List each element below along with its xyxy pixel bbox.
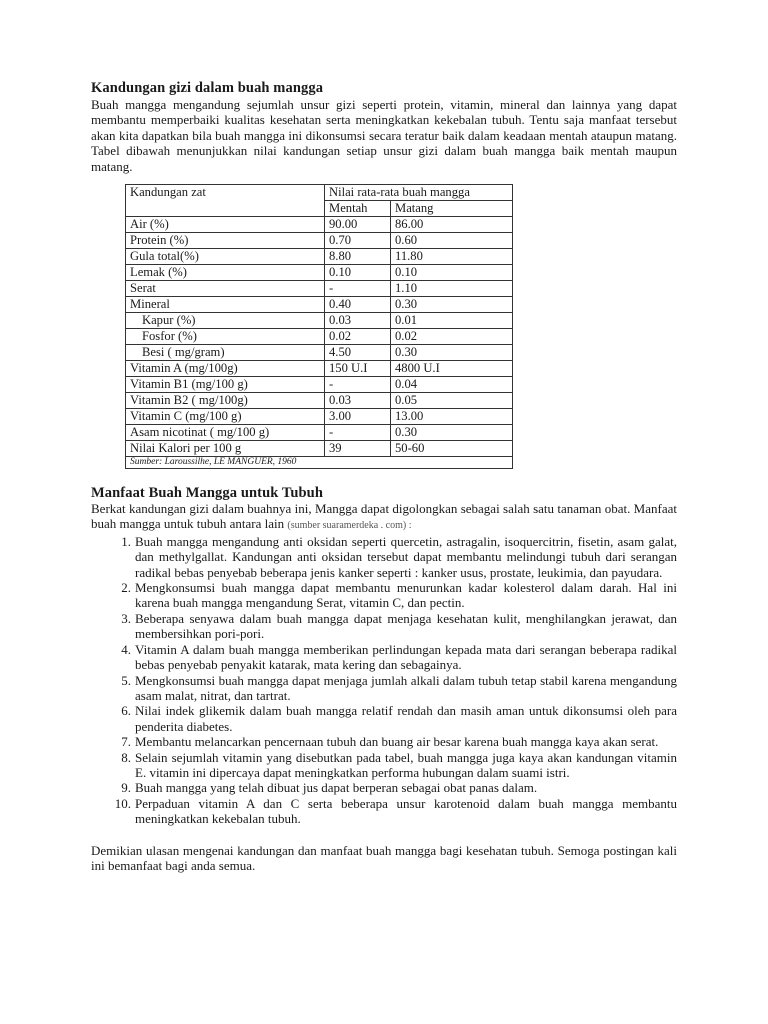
table-row [126, 249, 513, 265]
list-item: 5. Mengkonsumsi buah mangga dapat menjaga jumlah alkali dalam tubuh tetap stabil karena mengandung asam malat, nitrat, dan tartrat. [121, 672, 677, 703]
list-item-text: Selain sejumlah vitamin yang disebutkan pada tabel, buah mangga juga kaya akan kandungan vitamin E. vitamin ini dipercaya dapat meningkatkan performa hubungan dalam suami istri. [135, 749, 677, 780]
table-row [126, 281, 513, 297]
matang-cell: 0.30 [391, 425, 513, 441]
mentah-cell: - [325, 425, 391, 441]
matang-cell: 0.04 [391, 377, 513, 393]
list-item-text: Buah mangga mengandung anti oksidan seperti quercetin, astragalin, isoquercitrin, fisetin, asam galat, dan methylgallat. Kandungan anti oksidan tersebut dapat membantu melindungi tubuh dari serangan radikal bebas penyebab beberapa jenis kanker seperti : kanker usus, prostate, leukimia, dan payudara. [135, 533, 677, 580]
list-item-text: Vitamin A dalam buah mangga memberikan perlindungan kepada mata dari serangan beberapa radikal bebas penyebab penyakit katarak, mata kering dan sebagainya. [135, 641, 677, 673]
nutrition-table [125, 184, 513, 469]
zat-cell: Serat [126, 281, 325, 297]
document-page [91, 80, 677, 873]
matang-cell: 11.80 [391, 249, 513, 265]
list-item-text: Beberapa senyawa dalam buah mangga dapat menjaga kesehatan kulit, menghilangkan jerawat, dan membersihkan pori-pori. [135, 610, 677, 642]
list-item: 8. Selain sejumlah vitamin yang disebutkan pada tabel, buah mangga juga kaya akan kandungan vitamin E. vitamin ini dipercaya dapat meningkatkan performa hubungan dalam suami istri. [121, 749, 677, 780]
table-source: Sumber: Laroussilhe, LE MANGUER, 1960 [126, 457, 513, 469]
mentah-cell: 8.80 [325, 249, 391, 265]
matang-cell: 13.00 [391, 409, 513, 425]
mentah-cell: - [325, 377, 391, 393]
mentah-cell: 0.03 [325, 313, 391, 329]
table-row [126, 393, 513, 409]
list-item: 10. Perpaduan vitamin A dan C serta beberapa unsur karotenoid dalam buah mangga membantu meningkatkan kekebalan tubuh. [114, 795, 677, 827]
table-row [126, 377, 513, 393]
table-header-row [126, 185, 513, 201]
section2-intro [91, 501, 677, 534]
list-item: 1. Buah mangga mengandung anti oksidan seperti quercetin, astragalin, isoquercitrin, fisetin, asam galat, dan methylgallat. Kandungan anti oksidan tersebut dapat membantu melindungi tubuh dari serangan radikal bebas penyebab beberapa jenis kanker seperti : kanker usus, prostate, leukimia, dan payudara. [121, 533, 677, 580]
section1-heading: Kandungan gizi dalam buah mangga [91, 80, 324, 96]
table-row [126, 361, 513, 377]
section1-paragraph: Buah mangga mengandung sejumlah unsur gizi seperti protein, vitamin, mineral dan lainnya yang dapat membantu memperbaiki kualitas kesehatan serta meningkatkan kekebalan tubuh. Tentu saja manfaat tersebut akan kita dapatkan bila buah mangga ini dikonsumsi secara teratur baik dalam keadaan mentah ataupun matang. Tabel dibawah menunjukkan nilai kandungan setiap unsur gizi dalam buah mangga baik mentah maupun matang. [91, 97, 677, 174]
matang-cell: 0.30 [391, 297, 513, 313]
closing-paragraph: Demikian ulasan mengenai kandungan dan manfaat buah mangga bagi kesehatan tubuh. Semoga postingan kali ini bemanfaat bagi anda semua. [91, 842, 677, 873]
zat-cell: Protein (%) [126, 233, 325, 249]
table-row [126, 425, 513, 441]
header-nilai: Nilai rata-rata buah mangga [325, 185, 513, 201]
zat-cell: Vitamin B2 ( mg/100g) [126, 393, 325, 409]
list-item: 2. Mengkonsumsi buah mangga dapat membantu menurunkan kadar kolesterol dalam darah. Hal ini karena buah mangga mengandung Serat, vitamin C, dan pectin. [121, 580, 677, 611]
table-row [126, 265, 513, 281]
list-item-text: Nilai indek glikemik dalam buah mangga relatif rendah dan masih aman untuk dikonsumsi oleh para penderita diabetes. [135, 703, 677, 734]
table-source-row [126, 457, 513, 469]
header-mentah: Mentah [325, 201, 391, 217]
table-row [126, 313, 513, 329]
table-row [126, 345, 513, 361]
zat-cell: Lemak (%) [126, 265, 325, 281]
list-item: 3. Beberapa senyawa dalam buah mangga dapat menjaga kesehatan kulit, menghilangkan jerawat, dan membersihkan pori-pori. [121, 610, 677, 642]
matang-cell: 86.00 [391, 217, 513, 233]
zat-cell: Asam nicotinat ( mg/100 g) [126, 425, 325, 441]
table-row [126, 217, 513, 233]
zat-cell: Air (%) [126, 217, 325, 233]
table-row [126, 297, 513, 313]
zat-cell: Mineral [126, 297, 325, 313]
section2-intro-text: Berkat kandungan gizi dalam buahnya ini, Mangga dapat digolongkan sebagai salah satu tanaman obat. Manfaat buah mangga untuk tubuh antara lain [91, 501, 677, 532]
mentah-cell: 150 U.I [325, 361, 391, 377]
source-note: (sumber suaramerdeka . com) : [287, 520, 412, 532]
matang-cell: 0.02 [391, 329, 513, 345]
mentah-cell: 39 [325, 441, 391, 457]
table-row [126, 233, 513, 249]
list-item-text: Mengkonsumsi buah mangga dapat menjaga jumlah alkali dalam tubuh tetap stabil karena mengandung asam malat, nitrat, dan tartrat. [135, 672, 677, 703]
list-item: 4. Vitamin A dalam buah mangga memberikan perlindungan kepada mata dari serangan beberapa radikal bebas penyebab penyakit katarak, mata kering dan sebagainya. [121, 641, 677, 673]
list-item: 7. Membantu melancarkan pencernaan tubuh dan buang air besar karena buah mangga kaya akan serat. [121, 734, 659, 750]
matang-cell: 4800 U.I [391, 361, 513, 377]
zat-cell: Besi ( mg/gram) [126, 345, 325, 361]
matang-cell: 50-60 [391, 441, 513, 457]
mentah-cell: 0.02 [325, 329, 391, 345]
zat-cell: Nilai Kalori per 100 g [126, 441, 325, 457]
list-item-text: Perpaduan vitamin A dan C serta beberapa unsur karotenoid dalam buah mangga membantu meningkatkan kekebalan tubuh. [135, 795, 677, 827]
matang-cell: 0.10 [391, 265, 513, 281]
zat-cell: Vitamin A (mg/100g) [126, 361, 325, 377]
list-item: 6. Nilai indek glikemik dalam buah mangga relatif rendah dan masih aman untuk dikonsumsi oleh para penderita diabetes. [121, 703, 677, 734]
list-item-text: Membantu melancarkan pencernaan tubuh dan buang air besar karena buah mangga kaya akan serat. [135, 734, 659, 750]
mentah-cell: 0.40 [325, 297, 391, 313]
matang-cell: 0.60 [391, 233, 513, 249]
zat-cell: Fosfor (%) [126, 329, 325, 345]
mentah-cell: - [325, 281, 391, 297]
mentah-cell: 4.50 [325, 345, 391, 361]
header-zat: Kandungan zat [126, 185, 325, 217]
list-item-text: Buah mangga yang telah dibuat jus dapat berperan sebagai obat panas dalam. [135, 780, 538, 796]
list-item-text: Mengkonsumsi buah mangga dapat membantu menurunkan kadar kolesterol dalam darah. Hal ini karena buah mangga mengandung Serat, vitamin C, dan pectin. [135, 580, 677, 611]
table-row [126, 329, 513, 345]
benefits-list [91, 534, 677, 827]
matang-cell: 0.01 [391, 313, 513, 329]
zat-cell: Gula total(%) [126, 249, 325, 265]
mentah-cell: 3.00 [325, 409, 391, 425]
list-item: 9. Buah mangga yang telah dibuat jus dapat berperan sebagai obat panas dalam. [121, 780, 538, 796]
zat-cell: Vitamin B1 (mg/100 g) [126, 377, 325, 393]
matang-cell: 0.05 [391, 393, 513, 409]
mentah-cell: 0.70 [325, 233, 391, 249]
header-matang: Matang [391, 201, 513, 217]
section2-heading: Manfaat Buah Mangga untuk Tubuh [91, 485, 323, 502]
table-row [126, 409, 513, 425]
table-row [126, 441, 513, 457]
zat-cell: Vitamin C (mg/100 g) [126, 409, 325, 425]
zat-cell: Kapur (%) [126, 313, 325, 329]
matang-cell: 0.30 [391, 345, 513, 361]
mentah-cell: 0.10 [325, 265, 391, 281]
mentah-cell: 0.03 [325, 393, 391, 409]
mentah-cell: 90.00 [325, 217, 391, 233]
matang-cell: 1.10 [391, 281, 513, 297]
